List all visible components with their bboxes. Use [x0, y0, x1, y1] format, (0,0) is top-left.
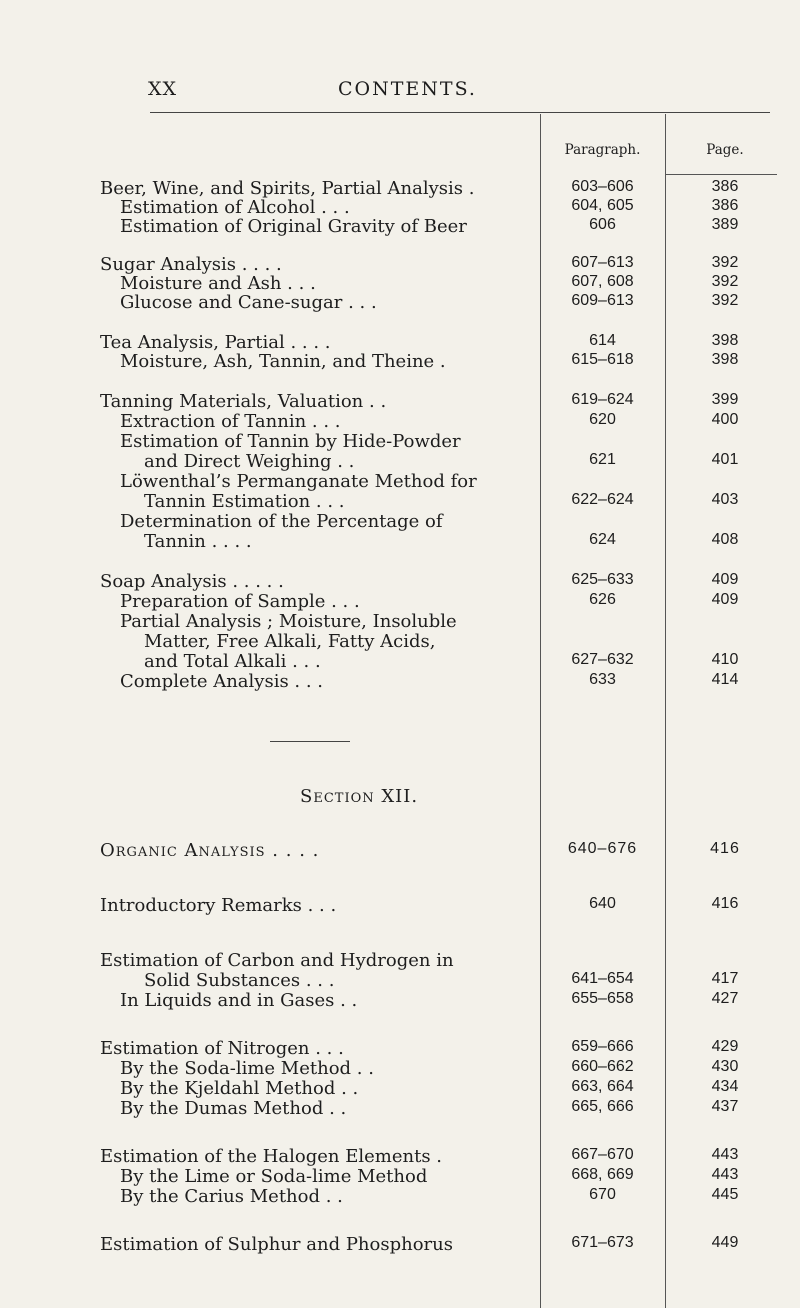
page-title: CONTENTS. [338, 78, 477, 100]
toc-row: Sugar Analysis . . . . 607–613 392 [100, 254, 739, 275]
toc-row: Estimation of Sulphur and Phosphorus 671–673 449 [100, 1234, 739, 1255]
toc-row: and Total Alkali . . . 627–632 410 [144, 651, 739, 672]
toc-row: and Direct Weighing . . 621 401 [144, 451, 739, 472]
toc-row: Extraction of Tannin . . . 620 400 [120, 411, 739, 432]
page-number: XX [148, 78, 178, 100]
section-heading: Section XII. [300, 786, 419, 807]
toc-row: Solid Substances . . . 641–654 417 [144, 970, 739, 991]
toc-row: Introductory Remarks . . . 640 416 [100, 895, 739, 916]
toc-row: Estimation of Nitrogen . . . 659–666 429 [100, 1038, 739, 1059]
section-separator [270, 741, 350, 742]
toc-row: Moisture, Ash, Tannin, and Theine . 615–618 398 [120, 351, 739, 372]
toc-row: Preparation of Sample . . . 626 409 [120, 591, 739, 612]
toc-row: Matter, Free Alkali, Fatty Acids, [144, 631, 436, 652]
toc-row: Estimation of Tannin by Hide-Powder [120, 431, 461, 452]
paragraph-column-header: Paragraph. [564, 142, 641, 158]
toc-row: In Liquids and in Gases . . 655–658 427 [120, 990, 739, 1011]
toc-row: By the Soda-lime Method . . 660–662 430 [120, 1058, 739, 1079]
toc-row: Estimation of Carbon and Hydrogen in [100, 950, 454, 971]
toc-row: Organic Analysis . . . . 640–676 416 [100, 840, 740, 861]
toc-row: By the Dumas Method . . 665, 666 437 [120, 1098, 739, 1119]
toc-row: Glucose and Cane-sugar . . . 609–613 392 [120, 292, 739, 313]
toc-row: Tannin . . . . 624 408 [144, 531, 739, 552]
toc-row: Beer, Wine, and Spirits, Partial Analysis . 603–606 386 [100, 178, 739, 199]
toc-row: Estimation of Alcohol . . . 604, 605 386 [120, 197, 739, 218]
toc-row: Soap Analysis . . . . . 625–633 409 [100, 571, 739, 592]
toc-row: By the Lime or Soda-lime Method 668, 669 443 [120, 1166, 739, 1187]
toc-row: Moisture and Ash . . . 607, 608 392 [120, 273, 739, 294]
toc-row: By the Kjeldahl Method . . 663, 664 434 [120, 1078, 739, 1099]
toc-row: Tea Analysis, Partial . . . . 614 398 [100, 332, 739, 353]
page-column-header: Page. [706, 142, 744, 158]
toc-row: Partial Analysis ; Moisture, Insoluble [120, 611, 457, 632]
toc-row: Tannin Estimation . . . 622–624 403 [144, 491, 739, 512]
toc-row: Löwenthal’s Permanganate Method for [120, 471, 477, 492]
toc-row: Estimation of the Halogen Elements . 667–670 443 [100, 1146, 739, 1167]
toc-row: Estimation of Original Gravity of Beer 606 389 [120, 216, 739, 237]
toc-row: Determination of the Percentage of [120, 511, 443, 532]
toc-row: Tanning Materials, Valuation . . 619–624 399 [100, 391, 739, 412]
toc-row: Complete Analysis . . . 633 414 [120, 671, 739, 692]
toc-row: By the Carius Method . . 670 445 [120, 1186, 739, 1207]
